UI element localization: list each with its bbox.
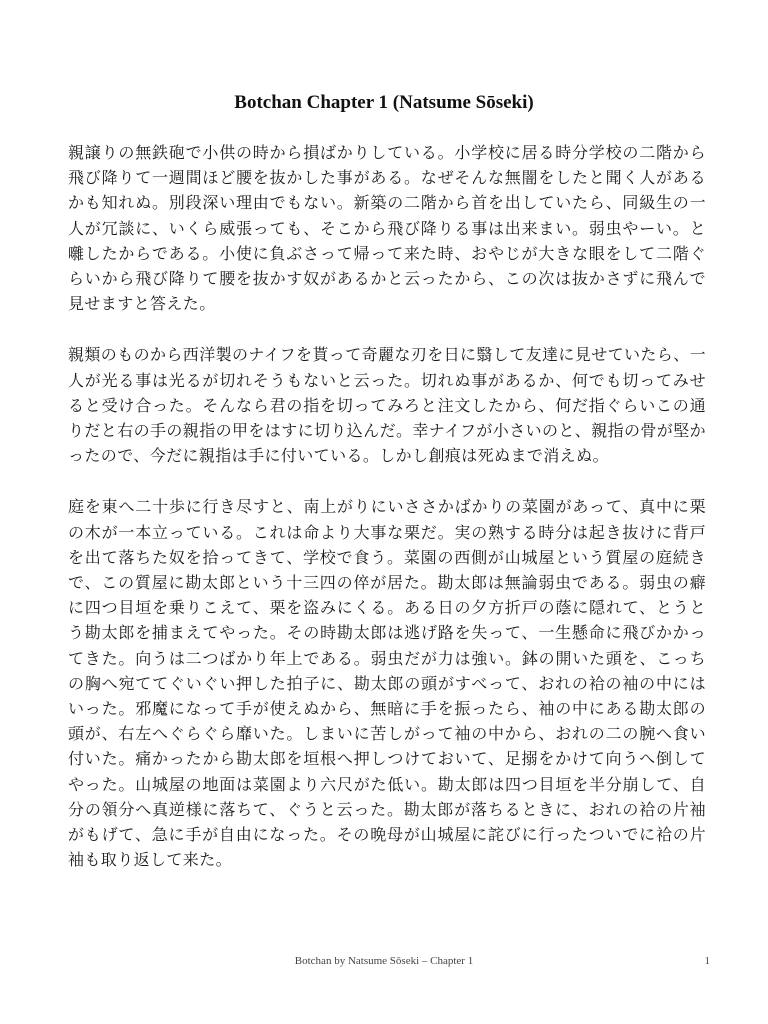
- paragraph-2: 親類のものから西洋製のナイフを貰って奇麗な刃を日に翳して友達に見せていたら、一人が光る事は光るが切れそうもないと云った。切れぬ事があるか、何でも切ってみせると受け合った。そんなら君の指を切ってみろと注文したから、何だ指ぐらいこの通りだと右の手の親指の甲をはすに切り込んだ。幸ナイフが小さいのと、親指の骨が堅かったので、今だに親指は手に付いている。しかし創痕は死ぬまで消えぬ。: [68, 345, 707, 466]
- page-footer: Botchan by Natsume Sōseki – Chapter 1: [294, 955, 474, 967]
- page-number: 1: [704, 955, 710, 967]
- document-title: Botchan Chapter 1 (Natsume Sōseki): [234, 92, 534, 113]
- document-body: [68, 140, 706, 898]
- paragraph-3: 庭を東へ二十歩に行き尽すと、南上がりにいささかばかりの菜園があって、真中に栗の木が一本立っている。これは命より大事な栗だ。実の熟する時分は起き抜けに背戸を出て落ちた奴を拾ってきて、学校で食う。菜園の西側が山城屋という質屋の庭続きで、この質屋に勘太郎という十三四の倅が居た。勘太郎は無論弱虫である。弱虫の癖に四つ目垣を乗りこえて、栗を盗みにくる。ある日の夕方折戸の蔭に隠れて、とうとう勘太郎を捕まえてやった。その時勘太郎は逃げ路を失って、一生懸命に飛びかかってきた。向うは二つばかり年上である。弱虫だが力は強い。鉢の開いた頭を、こっちの胸へ宛ててぐいぐい押した拍子に、勘太郎の頭がすべって、おれの袷の袖の中にはいった。邪魔になって手が使えぬから、無暗に手を振ったら、袖の中にある勘太郎の頭が、右左へぐらぐら靡いた。しまいに苦しがって袖の中から、おれの二の腕へ食い付いた。痛かったから勘太郎を垣根へ押しつけておいて、足搦をかけて向うへ倒してやった。山城屋の地面は菜園より六尺がた低い。勘太郎は四つ目垣を半分崩して、自分の領分へ真逆様に落ちて、ぐうと云った。勘太郎が落ちるときに、おれの袷の片袖がもげて、急に手が自由になった。その晩母が山城屋に詫びに行ったついでに袷の片袖も取り返して来た。: [68, 497, 706, 870]
- paragraph-1: 親譲りの無鉄砲で小供の時から損ばかりしている。小学校に居る時分学校の二階から飛び降りて一週間ほど腰を抜かした事がある。なぜそんな無闇をしたと聞く人があるかも知れぬ。別段深い理由でもない。新築の二階から首を出していたら、同級生の一人が冗談に、いくら威張っても、そこから飛び降りる事は出来まい。弱虫やーい。と囃したからである。小使に負ぶさって帰って来た時、おやじが大きな眼をして二階ぐらいから飛び降りて腰を抜かす奴があるかと云ったから、この次は抜かさずに飛んで見せますと答えた。: [68, 143, 706, 314]
